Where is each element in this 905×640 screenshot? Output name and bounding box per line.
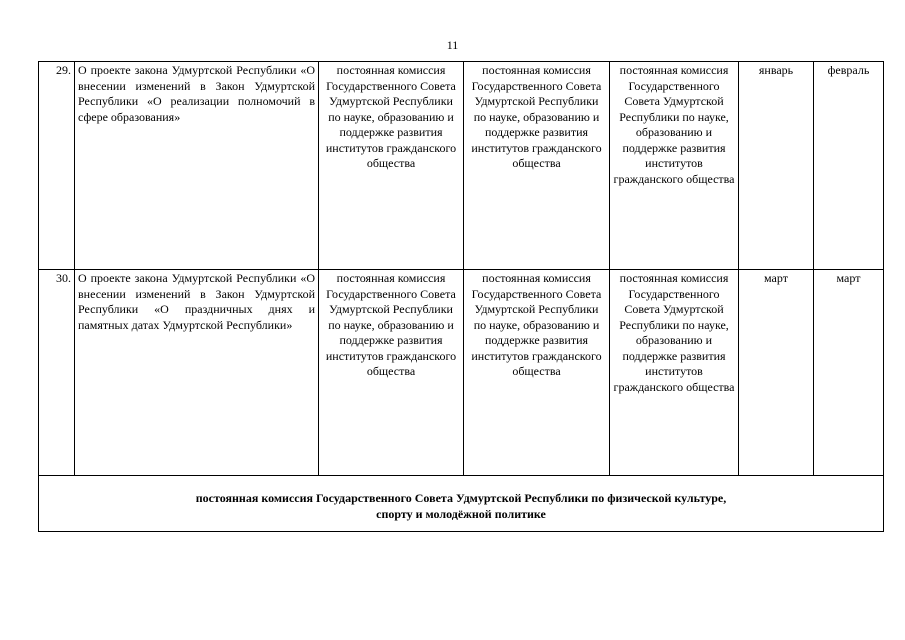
section-heading-line-2: спорту и молодёжной политике (376, 506, 546, 521)
responsible-committee: постоянная комиссия Государственного Совета Удмуртской Республики по науке, образованию и поддержке развития институтов гражданского общества (319, 62, 464, 270)
first-term: март (739, 270, 814, 476)
responsible-committee: постоянная комиссия Государственного Совета Удмуртской Республики по науке, образованию и поддержке развития институтов гражданского общества (319, 270, 464, 476)
row-number: 30. (39, 270, 75, 476)
row-number: 29. (39, 62, 75, 270)
first-term: январь (739, 62, 814, 270)
section-heading (39, 476, 884, 532)
table-row (39, 270, 884, 476)
section-heading-row (39, 476, 884, 532)
preparing-committee: постоянная комиссия Государственного Совета Удмуртской Республики по науке, образованию и поддержке развития институтов гражданского общества (464, 62, 610, 270)
page-number: 11 (446, 38, 459, 52)
second-term: март (814, 270, 884, 476)
bill-title: О проекте закона Удмуртской Республики «О внесении изменений в Закон Удмуртской Республики «О праздничных днях и памятных датах Удмуртской Республики» (75, 270, 319, 476)
preparing-committee: постоянная комиссия Государственного Совета Удмуртской Республики по науке, образованию и поддержке развития институтов гражданского общества (464, 270, 610, 476)
plan-table (38, 61, 884, 532)
reviewing-committee: постоянная комиссия Государственного Совета Удмуртской Республики по науке, образованию и поддержке развития институтов гражданского общества (610, 270, 739, 476)
second-term: февраль (814, 62, 884, 270)
table-row (39, 62, 884, 270)
section-heading-line-1: постоянная комиссия Государственного Совета Удмуртской Республики по физической культуре, (195, 491, 727, 505)
bill-title: О проекте закона Удмуртской Республики «О внесении изменений в Закон Удмуртской Республики «О реализации полномочий в сфере образования» (75, 62, 319, 270)
reviewing-committee: постоянная комиссия Государственного Совета Удмуртской Республики по науке, образованию и поддержке развития институтов гражданского общества (610, 62, 739, 270)
